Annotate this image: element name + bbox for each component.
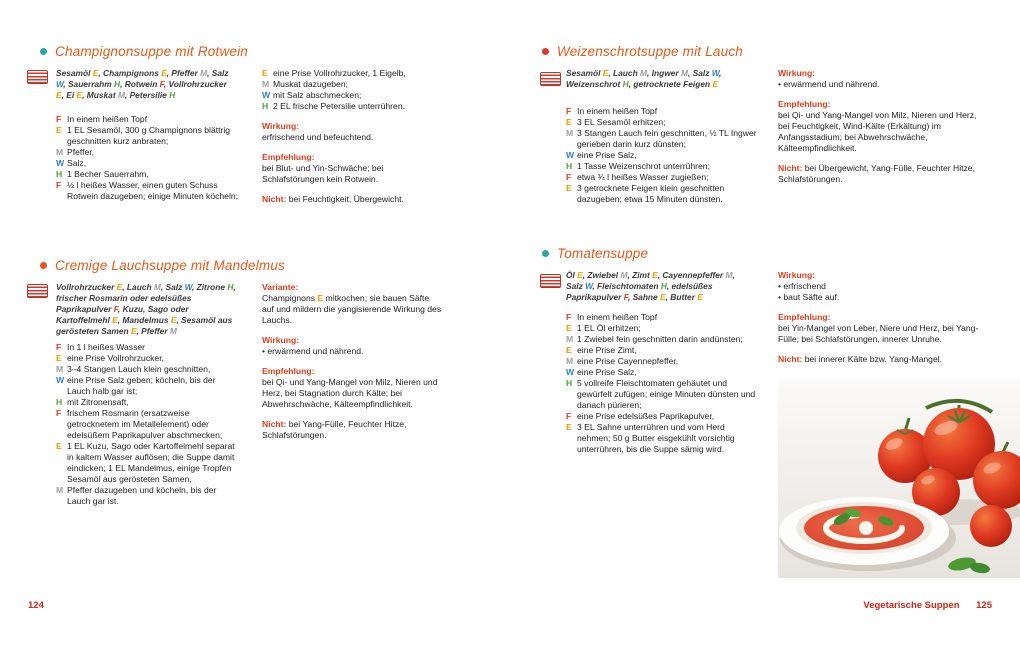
page-number-right: 125 <box>976 600 992 611</box>
section-label: Wirkung: <box>262 335 300 345</box>
element-letter-E: E <box>56 353 62 363</box>
step-text: etwa ¾ l heißes Wasser zugießen; <box>577 172 709 182</box>
section-label: Nicht: <box>262 194 287 204</box>
element-letter-W: W <box>566 150 575 160</box>
element-letter-F: F <box>623 292 628 302</box>
step-text: eine Prise Zimt, <box>577 345 637 355</box>
element-letter-M: M <box>566 356 574 366</box>
element-letter-H: H <box>622 79 629 89</box>
element-letter-E: E <box>566 345 572 355</box>
recipe-bullet-icon <box>542 250 549 257</box>
chapter-title: Vegetarische Suppen <box>863 600 960 611</box>
element-letter-M: M <box>725 270 733 280</box>
element-letter-E: E <box>116 282 123 292</box>
tomato-soup-photo <box>778 380 1020 578</box>
element-letter-E: E <box>712 79 719 89</box>
step-text: 2 EL frische Petersilie unterrühren. <box>273 101 405 111</box>
page-number-left: 124 <box>28 600 44 611</box>
element-letter-W: W <box>56 158 65 168</box>
step-text: 3 Stangen Lauch fein geschnitten, ½ TL Ingwer gerieben darin kurz dünsten; <box>577 128 757 149</box>
section-bullet: • erfrischend <box>778 281 826 291</box>
element-letter-F: F <box>56 342 62 352</box>
five-elements-stamp-icon <box>540 274 561 288</box>
recipe-title-text: Champignonsuppe mit Rotwein <box>55 44 249 59</box>
recipe-step <box>566 411 758 422</box>
element-letter-E: E <box>56 125 62 135</box>
element-letter-F: F <box>566 106 572 116</box>
step-text: 1 Becher Sauerrahm, <box>67 169 149 179</box>
section-bullet: • erwärmend und nährend. <box>778 79 880 89</box>
step-text: eine Prise Salz geben; köcheln, bis der Lauch halb gar ist; <box>67 375 216 396</box>
section-text: bei Qi- und Yang-Mangel von Milz, Nieren und Herz, bei Stagnation durch Kälte; bei Abwehrschwäche, Kälteempfindlichkeit. <box>262 377 438 409</box>
element-letter-H: H <box>262 101 269 111</box>
element-letter-E: E <box>602 68 609 78</box>
section-bullet: • erwärmend und nährend. <box>262 346 364 356</box>
element-letter-E: E <box>92 68 99 78</box>
section-text: Champignons E mitkochen; sie bauen Säfte auf und mildern die yangisierende Wirkung des Lauchs. <box>262 293 442 325</box>
step-text: 5 vollreife Fleischtomaten gehäutet und gewürfelt zufügen; einige Minuten dünsten und danach pürieren; <box>577 378 756 410</box>
step-text: 1 EL Kuzu, Sago oder Kartoffelmehl separat in kaltem Wasser auflösen; die Suppe damit eindicken; 1 EL Mandelmus, einige Tropfen Sesamöl aus gerösteten Samen, <box>67 441 235 484</box>
element-letter-E: E <box>56 441 62 451</box>
section <box>778 354 986 365</box>
recipe-step <box>566 422 758 455</box>
element-letter-H: H <box>660 281 667 291</box>
section-label: Empfehlung: <box>262 366 315 376</box>
element-letter-H: H <box>114 79 121 89</box>
element-letter-M: M <box>56 485 64 495</box>
element-letter-H: H <box>227 282 234 292</box>
element-letter-M: M <box>262 79 270 89</box>
section <box>778 312 986 345</box>
section-text: bei Yin-Mangel von Leber, Niere und Herz, bei Yang-Fülle; bei Schlafstörungen, innerer Unruhe. <box>778 323 979 344</box>
element-letter-F: F <box>56 180 62 190</box>
element-letter-E: E <box>566 183 572 193</box>
recipe-title-text: Cremige Lauchsuppe mit Mandelmus <box>55 258 286 273</box>
recipe-step <box>566 378 758 411</box>
step-text: mit Zitronensaft, <box>67 397 129 407</box>
element-letter-F: F <box>566 172 572 182</box>
step-text: eine Prise Salz, <box>577 150 637 160</box>
step-text: ½ l heißes Wasser, einen guten Schuss Rotwein dazugeben; einige Minuten köcheln; <box>67 180 239 201</box>
section-text: bei innerer Kälte bzw. Yang-Mangel. <box>804 354 943 364</box>
element-letter-M: M <box>681 68 688 78</box>
element-letter-M: M <box>117 90 125 100</box>
section <box>778 270 986 303</box>
step-text: 3–4 Stangen Lauch klein geschnitten, <box>67 364 211 374</box>
element-letter-W: W <box>56 375 65 385</box>
step-text: 3 getrocknete Feigen klein geschnitten dazugeben; etwa 15 Minuten dünsten. <box>577 183 725 204</box>
info-column <box>778 270 986 365</box>
step-text: 3 EL Sahne unterrühren und vom Herd nehmen; 50 g Butter eisgekühlt vorsichtig unterrühren, bis die Suppe sämig wird. <box>577 422 735 454</box>
section-bullet: • baut Säfte auf. <box>778 292 840 302</box>
section-label: Wirkung: <box>778 270 816 280</box>
element-letter-W: W <box>184 282 192 292</box>
step-text: Pfeffer, <box>67 147 95 157</box>
element-letter-M: M <box>200 68 208 78</box>
recipe-step <box>566 312 758 323</box>
element-letter-W: W <box>566 367 575 377</box>
recipe-step <box>566 334 758 345</box>
element-letter-M: M <box>620 270 628 280</box>
section-label: Nicht: <box>778 163 803 173</box>
ingredients-list: Sesamöl E, Lauch M, Ingwer M, Salz W, Weizenschrot H, getrocknete Feigen E <box>566 68 722 89</box>
element-letter-E: E <box>577 270 583 280</box>
element-letter-M: M <box>153 282 161 292</box>
ingredients-list: Vollrohrzucker E, Lauch M, Salz W, Zitrone H, frischer Rosmarin oder edelsüßes Paprikapulver F, Kuzu, Sago oder Kartoffelmehl E, Mandelmus E, Sesamöl aus gerösteten Samen E, Pfeffer M <box>56 282 236 336</box>
section-label: Empfehlung: <box>262 152 315 162</box>
element-letter-E: E <box>317 293 324 303</box>
section-label: Empfehlung: <box>778 99 831 109</box>
element-letter-F: F <box>566 411 572 421</box>
step-text: 1 EL Öl erhitzen; <box>577 323 641 333</box>
step-text: eine Prise Salz, <box>577 367 637 377</box>
section-label: Wirkung: <box>262 121 300 131</box>
element-letter-E: E <box>170 315 177 325</box>
step-text: eine Prise Vollrohrzucker, <box>67 353 164 363</box>
section-text: bei Feuchtigkeit, Übergewicht. <box>288 194 404 204</box>
section-text: bei Qi- und Yang-Mangel von Milz, Nieren und Herz, bei Feuchtigkeit, Wind-Kälte (Erkältung) im Anfangsstadium; bei Abwehrschwäche, Kälteempfindlichkeit. <box>778 110 977 153</box>
element-letter-E: E <box>566 323 572 333</box>
element-letter-W: W <box>56 79 64 89</box>
step-text: eine Prise Vollrohrzucker, 1 Eigelb, <box>273 68 406 78</box>
recipe-step <box>566 356 758 367</box>
element-letter-W: W <box>262 90 271 100</box>
step-text: eine Prise edelsüßes Paprikapulver, <box>577 411 715 421</box>
element-letter-M: M <box>56 364 64 374</box>
section-text: bei Übergewicht, Yang-Fülle, Feuchter Hitze, Schlafstörungen. <box>778 163 975 184</box>
element-letter-E: E <box>161 68 167 78</box>
element-letter-M: M <box>640 68 648 78</box>
element-letter-E: E <box>566 117 572 127</box>
element-letter-E: E <box>652 270 658 280</box>
element-letter-E: E <box>262 68 268 78</box>
instructions-column <box>566 312 758 455</box>
element-letter-M: M <box>566 334 574 344</box>
element-letter-F: F <box>56 114 62 124</box>
recipe-step <box>566 323 758 334</box>
element-letter-E: E <box>130 326 137 336</box>
ingredients-list: Sesamöl E, Champignons E, Pfeffer M, Salz W, Sauerrahm H, Rotwein F, Vollrohrzucker E, Ei E, Muskat M, Petersilie H <box>56 68 229 100</box>
element-letter-F: F <box>566 312 572 322</box>
section-label: Empfehlung: <box>778 312 831 322</box>
step-text: 1 Zwiebel fein geschnitten darin andünsten; <box>577 334 743 344</box>
step-text: 1 EL Sesamöl, 300 g Champignons blättrig geschnitten kurz anbraten; <box>67 125 231 146</box>
element-letter-F: F <box>113 304 118 314</box>
step-text: frischem Rosmarin (ersatzweise getrocknetem im Metallelement) oder edelsüßem Paprikapulver abschmecken; <box>67 408 223 440</box>
element-letter-H: H <box>169 90 176 100</box>
recipe-step <box>566 367 758 378</box>
element-letter-F: F <box>56 408 62 418</box>
step-text: Pfeffer dazugeben und köcheln, bis der Lauch gar ist. <box>67 485 217 506</box>
step-text: 3 EL Sesamöl erhitzen; <box>577 117 666 127</box>
element-letter-H: H <box>56 169 63 179</box>
element-letter-E: E <box>697 292 703 302</box>
step-text: In einem heißen Topf <box>577 106 658 116</box>
element-letter-E: E <box>660 292 666 302</box>
element-letter-M: M <box>169 326 177 336</box>
step-text: eine Prise Cayennepfeffer, <box>577 356 679 366</box>
section-label: Variante: <box>262 282 299 292</box>
element-letter-M: M <box>56 147 64 157</box>
step-text: In einem heißen Topf <box>577 312 658 322</box>
recipe-step <box>566 345 758 356</box>
element-letter-F: F <box>159 79 164 89</box>
element-letter-E: E <box>112 315 118 325</box>
element-letter-E: E <box>76 90 83 100</box>
element-letter-M: M <box>566 128 574 138</box>
recipe-title <box>542 246 648 261</box>
ingredients-list: Öl E, Zwiebel M, Zimt E, Cayennepfeffer M, Salz W, Fleischtomaten H, edelsüßes Paprikapulver F, Sahne E, Butter E <box>566 270 735 302</box>
step-text: 1 Tasse Weizenschrot unterrühren; <box>577 161 710 171</box>
step-text: Salz, <box>67 158 87 168</box>
element-letter-W: W <box>711 68 720 78</box>
step-text: Muskat dazugeben; <box>273 79 349 89</box>
section-label: Nicht: <box>262 419 287 429</box>
element-letter-W: W <box>585 281 593 291</box>
footer-right <box>863 600 992 611</box>
recipe-title-text: Weizenschrotsuppe mit Lauch <box>557 44 743 59</box>
element-letter-H: H <box>566 161 573 171</box>
section-text: erfrischend und befeuchtend. <box>262 132 374 142</box>
section-label: Wirkung: <box>778 68 816 78</box>
step-text: mit Salz abschmecken; <box>273 90 362 100</box>
element-letter-H: H <box>566 378 573 388</box>
element-letter-H: H <box>56 397 63 407</box>
section-label: Nicht: <box>778 354 803 364</box>
section-text: bei Blut- und Yin-Schwäche; bei Schlafstörungen kein Rotwein. <box>262 163 384 184</box>
step-text: In 1 l heißes Wasser <box>67 342 146 352</box>
element-letter-E: E <box>56 90 62 100</box>
section-text: bei Yang-Fülle, Feuchter Hitze, Schlafstörungen. <box>262 419 407 440</box>
step-text: In einem heißen Topf <box>67 114 148 124</box>
element-letter-E: E <box>566 422 572 432</box>
recipe-title-text: Tomatensuppe <box>557 246 649 261</box>
